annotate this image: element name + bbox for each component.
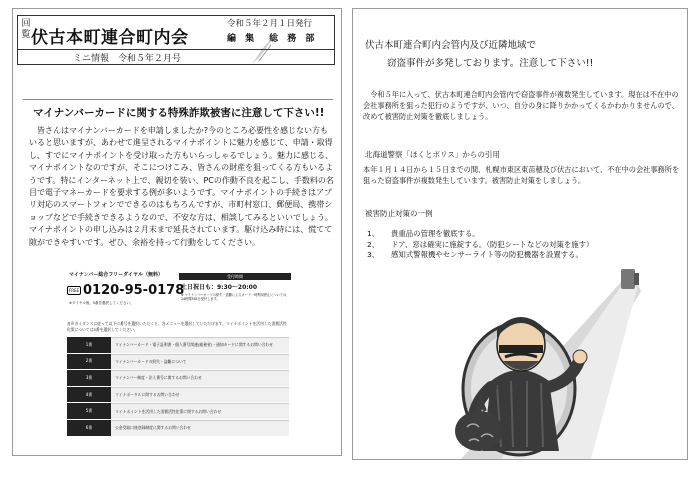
menu-item [67, 337, 289, 354]
circulation-mark: 回 覧 [21, 19, 31, 40]
menu-label: マイナポータルに関するお問い合わせ [111, 387, 289, 403]
notice-body: 令和５年に入って、伏古本町連合町内会管内で窃盗事件が複数発生しています。現在は不在中の会社事務所を狙った犯行のようですが、いつ、自分の身に降りかかってくるかわかりませんので、改めて被害防止対策を徹底しましょう。 [363, 90, 679, 121]
hotline-flyer [63, 267, 293, 455]
menu-intro: 音声ガイダンスに従って以下の番号を選択いただくと、各メニューを選択していただけます。マイナポイントを活用した消費活性化策については5番を選択してください。 [67, 321, 287, 332]
article-body: 皆さんはマイナンバーカードを申請しましたか?今のところ必要性を感じない方もいると思いますが、あわせて進呈されるマイナポイントに魅力を感じて、申請・取得し、すでにマイナポイントを受け取った方もいらっしゃるでしょう。魅力に感じる、マイナポイントなのですが、そこにつけこみ、皆さんの財産を狙ってくる方もいるようです。特にインターネット上で、親切を装い、PCの作動不良を起こし、手数料の名目で電子マネーカードを要求する例が多いようです。マイナポイントの手続きはアプリ対応のスマートフォンでできるのはもちろんですが、市町村窓口、郵便局、携帯ショップなどで手続きできるようなので、不安な方は、相談してみるといいでしょう。マイナポイントの申し込みは２月末まで延長されています。駆け込み時には、慌てて隙ができやすいです。ぜひ、余裕を持って行動をしてください。 [29, 126, 334, 247]
measures-list [367, 229, 593, 261]
menu-label: マイナンバーカードの紛失・盗難について [111, 354, 289, 370]
hours-box [179, 273, 291, 313]
menu-number: 2番 [67, 354, 111, 370]
leaf-logo-icon [249, 35, 275, 65]
issue-date: 令和５年２月１日発行 [227, 19, 313, 29]
menu-item [67, 403, 289, 420]
newsletter-title: 伏古本町連合町内会 [31, 28, 189, 48]
lamp-icon [621, 269, 635, 289]
free-dial-icon: FREE [68, 288, 80, 293]
menu-item [67, 387, 289, 404]
notice-title-line2: 窃盗事件が多発しております。注意して下さい!! [387, 58, 594, 69]
list-item: 2、 ドア、窓は確実に施錠する。（防犯シートなどの対策を施す） [367, 239, 594, 249]
header-divider [17, 49, 335, 50]
menu-list [67, 337, 289, 437]
menu-number: 5番 [67, 403, 111, 419]
quote-heading: 北海道警察「ほくとポリス」からの引用 [365, 150, 500, 159]
list-item: 3、 感知式警報機やセンサーライト等の防犯機器を設置する。 [367, 250, 583, 259]
measures-heading: 被害防止対策の一例 [365, 209, 433, 218]
menu-number: 3番 [67, 370, 111, 386]
menu-number: 4番 [67, 387, 111, 403]
editor-department: 編 集 総 務 部 [227, 34, 318, 44]
menu-label: マイナンバーカード・電子証明書・個人番号関連(総務省)・通知カードに関するお問い合わせ [111, 337, 289, 353]
menu-label: マイナポイントを活用した消費活性化策に関するお問い合わせ [111, 403, 289, 419]
menu-number: 6番 [67, 420, 111, 436]
menu-label: マイナンバー制度・法人番号に関するお問い合わせ [111, 370, 289, 386]
phone-row [67, 283, 184, 298]
article-title: マイナンバーカードに関する特殊詐欺被害に注意して下さい!! [33, 107, 325, 119]
list-item: 1、 貴重品の管理を徹底する。 [367, 229, 480, 238]
menu-number: 1番 [67, 337, 111, 353]
article-divider [23, 99, 333, 100]
right-page [352, 8, 688, 460]
hours-time: 土日祝日も：9:30～20:00 [181, 284, 258, 291]
dial-note: ※ダイヤル後、5番を選択してください。 [69, 301, 134, 305]
menu-label: 公金受取口座登録制度に関するお問い合わせ [111, 420, 289, 436]
mini-info-issue: ミニ情報 令和５年２月号 [73, 54, 182, 64]
menu-item [67, 354, 289, 371]
burglar-illustration [441, 261, 641, 459]
hotline-label: マイナンバー総合フリーダイヤル（無料） [69, 272, 163, 278]
left-page [12, 8, 342, 456]
menu-item [67, 370, 289, 387]
notice-title-line1: 伏古本町連合町内会管内及び近隣地域で [365, 40, 537, 51]
hours-note: ※ マイナンバーカードの紛失・盗難によるカード一時利用停止については、24時間365日受付します。 [181, 293, 290, 301]
hours-header: 受付時間 [179, 273, 291, 280]
quote-body: 本年１月１４日から１５日までの間、札幌市東区東苗穂及び伏古において、不在中の会社事務所を狙った窃盗事件が複数発生しています。被害防止対策をしましょう。 [363, 165, 680, 185]
menu-item [67, 420, 289, 437]
hotline-number: 0120-95-0178 [83, 283, 185, 298]
